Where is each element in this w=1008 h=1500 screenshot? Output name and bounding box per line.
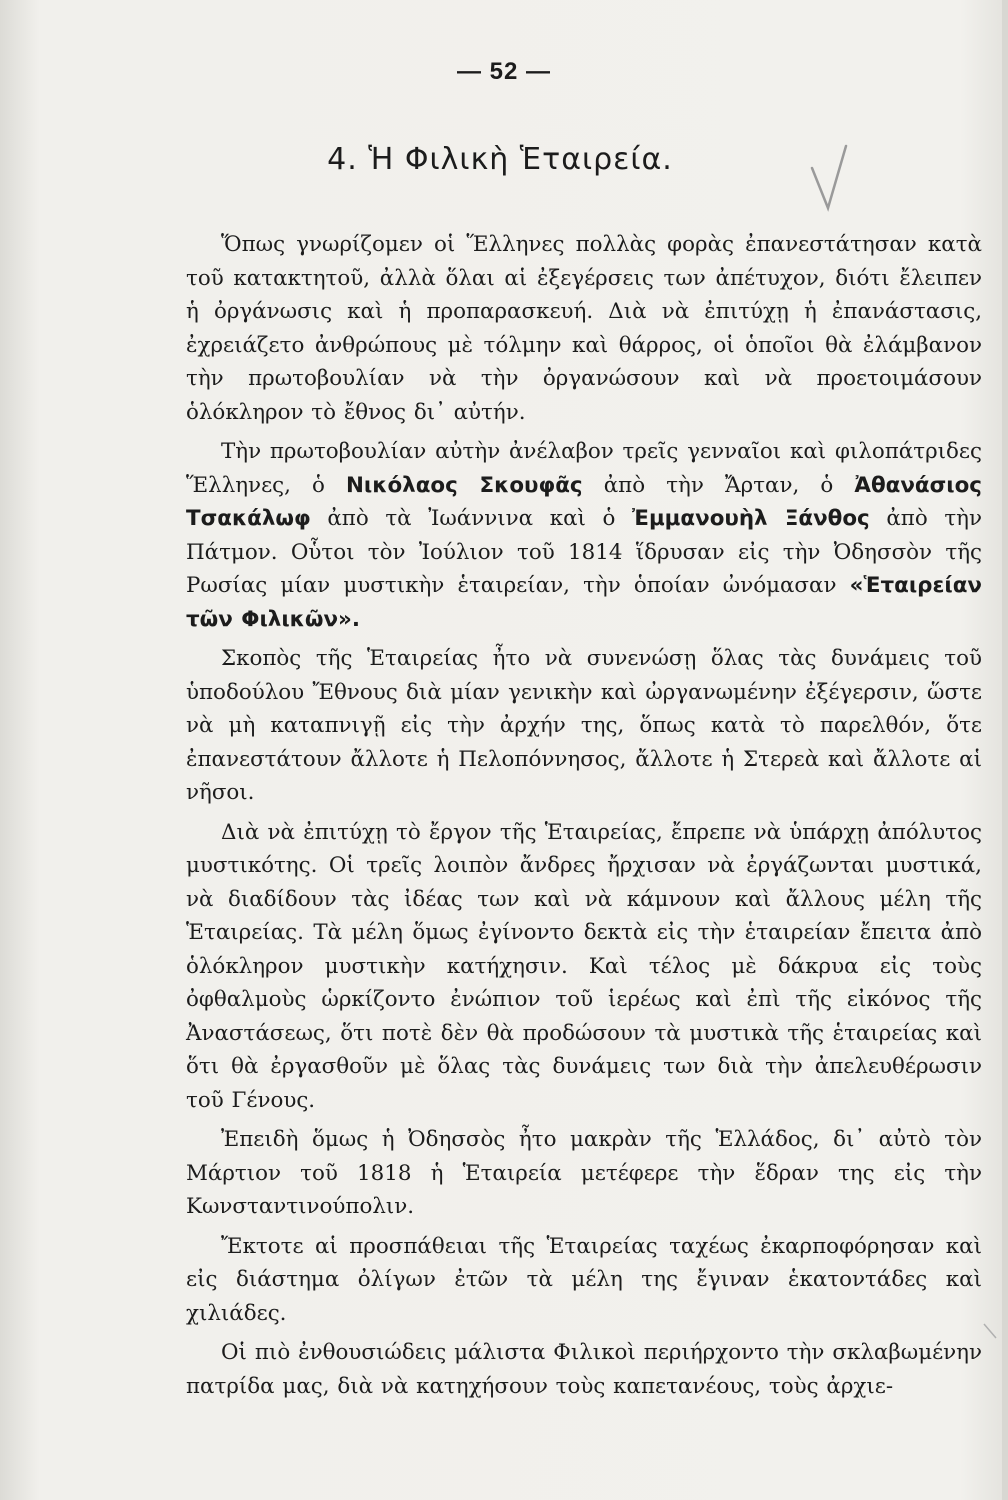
page-number: — 52 — [456,58,552,85]
society-name: «Ἑταιρείαν τῶν Φιλικῶν». [186,573,982,632]
paragraph [186,228,982,429]
paragraph-text: Ἐπειδὴ ὅμως ἡ Ὀδησσὸς ἦτο μακρὰν τῆς Ἑλλάδος, δι᾿ αὐτὸ τὸν Μάρτιον τοῦ 1818 ἡ Ἑταιρεία μετέφερε τὴν ἕδραν της εἰς τὴν Κωνσταντινούπολιν. [186,1127,982,1219]
chapter-title: 4. Ἡ Φιλικὴ Ἑταιρεία. [327,142,673,177]
paragraph [186,435,982,636]
paragraph-text: Τὴν πρωτοβουλίαν αὐτὴν ἀνέλαβον τρεῖς γενναῖοι καὶ φιλοπάτριδες Ἕλληνες, ὁ [186,439,982,498]
body-text [186,228,982,1409]
pencil-checkmark [800,140,860,230]
paragraph [186,816,982,1118]
paragraph [186,1336,982,1403]
name-xanthos: Ἐμμανουὴλ Ξάνθος [632,506,870,531]
paragraph-text: ἀπὸ τὴν Ἄρταν, ὁ [582,472,855,498]
paragraph-text: Σκοπὸς τῆς Ἑταιρείας ἦτο νὰ συνενώσῃ ὅλας τὰς δυνάμεις τοῦ ὑποδούλου Ἔθνους διὰ μίαν γενικὴν καὶ ὠργανωμένην ἐξέγερσιν, ὥστε νὰ μὴ καταπνιγῇ εἰς τὴν ἀρχήν της, ὅπως κατὰ τὸ παρελθόν, ὅτε ἐπανεστάτουν ἄλλοτε ἡ Πελοπόννησος, ἄλλοτε ἡ Στερεὰ καὶ ἄλλοτε αἱ νῆσοι. [186,646,982,805]
paragraph-text: ἀπὸ τὰ Ἰωάννινα καὶ ὁ [310,506,633,531]
paragraph [186,1230,982,1331]
paragraph-text: Ὅπως γνωρίζομεν οἱ Ἕλληνες πολλὰς φορὰς ἐπανεστάτησαν κατὰ τοῦ κατακτητοῦ, ἀλλὰ ὅλαι αἱ ἐξεγέρσεις των ἀπέτυχον, διότι ἔλειπεν ἡ ὀργάνωσις καὶ ἡ προπαρασκευή. Διὰ νὰ ἐπιτύχῃ ἡ ἐπανάστασις, ἐχρειάζετο ἀνθρώπους μὲ τόλμην καὶ θάρρος, οἱ ὁποῖοι θὰ ἐλάμβανον τὴν πρωτοβουλίαν νὰ τὴν ὀργανώσουν καὶ νὰ προετοιμάσουν ὁλόκληρον τὸ ἔθνος δι᾿ αὐτήν. [186,232,982,425]
page-edge [1002,0,1008,1500]
paragraph-text: Οἱ πιὸ ἐνθουσιώδεις μάλιστα Φιλικοὶ περιήρχοντο τὴν σκλαβωμένην πατρίδα μας, διὰ νὰ κατηχήσουν τοὺς καπετανέους, τοὺς ἀρχιε- [186,1340,982,1399]
margin-tick [982,1322,998,1340]
name-skoufas: Νικόλαος Σκουφᾶς [346,472,583,498]
paragraph [186,642,982,810]
paragraph-text: Διὰ νὰ ἐπιτύχῃ τὸ ἔργον τῆς Ἑταιρείας, ἔπρεπε νὰ ὑπάρχῃ ἀπόλυτος μυστικότης. Οἱ τρεῖς λοιπὸν ἄνδρες ἤρχισαν νὰ ἐργάζωνται μυστικά, νὰ διαδίδουν τὰς ἰδέας των καὶ νὰ κάμνουν καὶ ἄλλους μέλη τῆς Ἑταιρείας. Τὰ μέλη ὅμως ἐγίνοντο δεκτὰ εἰς τὴν ἑταιρείαν ἔπειτα ἀπὸ ὁλόκληρον μυστικὴν κατήχησιν. Καὶ τέλος μὲ δάκρυα εἰς τοὺς ὀφθαλμοὺς ὡρκίζοντο ἐνώπιον τοῦ ἱερέως καὶ ἐπὶ τῆς εἰκόνος τῆς Ἀναστάσεως, ὅτι ποτὲ δὲν θὰ προδώσουν τὰ μυστικὰ τῆς ἑταιρείας καὶ ὅτι θὰ ἐργασθοῦν μὲ ὅλας τὰς δυνάμεις των διὰ τὴν ἀπελευθέρωσιν τοῦ Γένους. [186,819,982,1113]
paragraph-text: Ἔκτοτε αἱ προσπάθειαι τῆς Ἑταιρείας ταχέως ἐκαρποφόρησαν καὶ εἰς διάστημα ὀλίγων ἐτῶν τὰ μέλη της ἔγιναν ἑκατοντάδες καὶ χιλιάδες. [186,1233,982,1326]
paragraph-text: ἀπὸ τὴν Πάτμον. Οὗτοι τὸν Ἰούλιον τοῦ 1814 ἵδρυσαν εἰς τὴν Ὀδησσὸν τῆς Ρωσίας μίαν μυστικὴν ἑταιρείαν, τὴν ὁποίαν ὠνόμασαν [186,506,982,598]
name-tsakalof: Ἀθανάσιος Τσακάλωφ [186,472,982,531]
paragraph [186,1123,982,1224]
